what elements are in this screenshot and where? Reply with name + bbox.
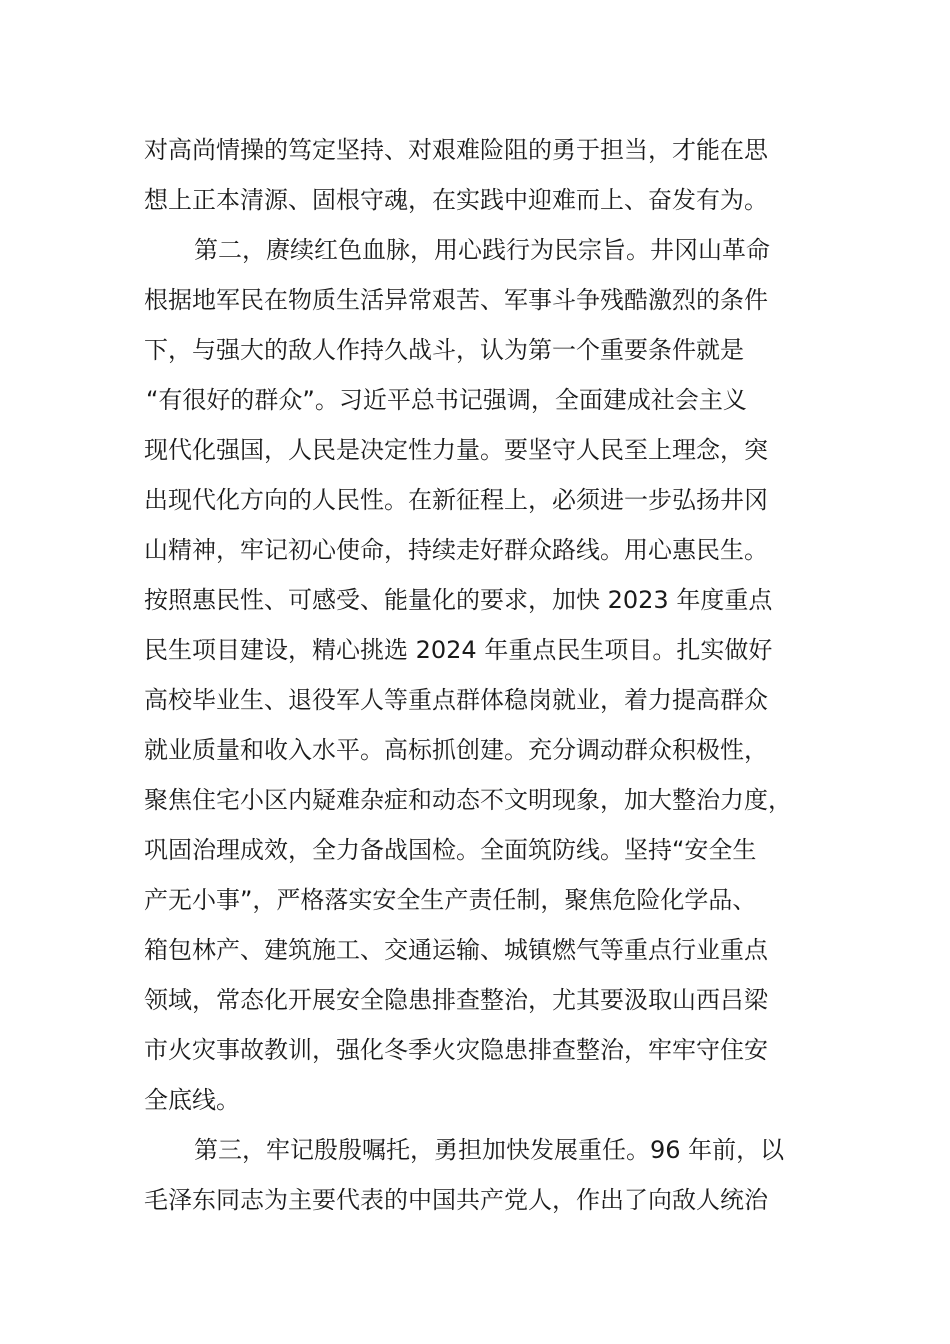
text-line: 领域，常态化开展安全隐患排查整治，尤其要汲取山西吕梁 — [144, 986, 768, 1014]
text-line: 按照惠民性、可感受、能量化的要求，加快 2023 年度重点 — [144, 586, 773, 614]
text-line: 想上正本清源、固根守魂，在实践中迎难而上、奋发有为。 — [144, 186, 768, 214]
text-line: 巩固治理成效，全力备战国检。全面筑防线。坚持“安全生 — [144, 836, 757, 864]
text-line: 聚焦住宅小区内疑难杂症和动态不文明现象，加大整治力度， — [144, 786, 792, 814]
text-line: 毛泽东同志为主要代表的中国共产党人，作出了向敌人统治 — [144, 1186, 768, 1214]
text-line: 就业质量和收入水平。高标抓创建。充分调动群众积极性， — [144, 736, 768, 764]
text-line: 民生项目建设，精心挑选 2024 年重点民生项目。扎实做好 — [144, 636, 773, 664]
text-line: 出现代化方向的人民性。在新征程上，必须进一步弘扬井冈 — [144, 486, 768, 514]
text-line: 山精神，牢记初心使命，持续走好群众路线。用心惠民生。 — [144, 536, 768, 564]
text-line: 现代化强国，人民是决定性力量。要坚守人民至上理念，突 — [144, 436, 768, 464]
paragraph-start-line: 第二，赓续红色血脉，用心践行为民宗旨。井冈山革命 — [194, 236, 770, 264]
text-line: 全底线。 — [144, 1086, 240, 1114]
text-line: 根据地军民在物质生活异常艰苦、军事斗争残酷激烈的条件 — [144, 286, 768, 314]
text-line: 市火灾事故教训，强化冬季火灾隐患排查整治，牢牢守住安 — [144, 1036, 768, 1064]
text-line: 箱包林产、建筑施工、交通运输、城镇燃气等重点行业重点 — [144, 936, 768, 964]
text-line: 对高尚情操的笃定坚持、对艰难险阻的勇于担当，才能在思 — [144, 136, 768, 164]
text-line: “有很好的群众”。习近平总书记强调，全面建成社会主义 — [146, 386, 747, 414]
text-line: 产无小事”，严格落实安全生产责任制，聚焦危险化学品、 — [144, 886, 757, 914]
text-line: 高校毕业生、退役军人等重点群体稳岗就业，着力提高群众 — [144, 686, 768, 714]
text-line: 下，与强大的敌人作持久战斗，认为第一个重要条件就是 — [144, 336, 744, 364]
paragraph-start-line: 第三，牢记殷殷嘱托，勇担加快发展重任。96 年前，以 — [194, 1136, 785, 1164]
